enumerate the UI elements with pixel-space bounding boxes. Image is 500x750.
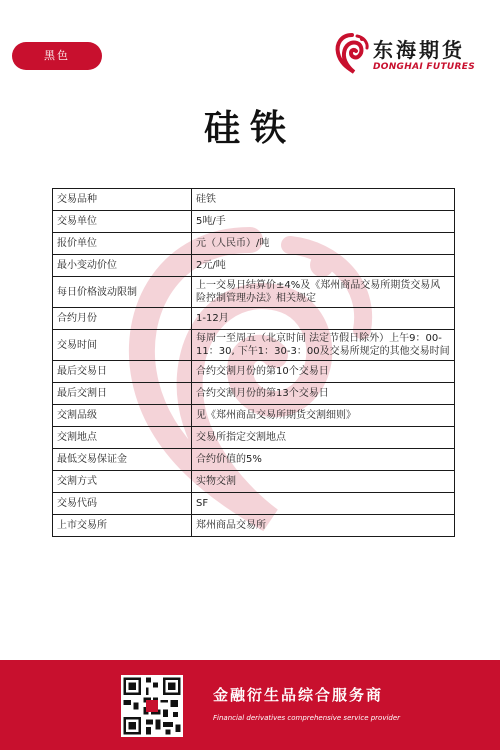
category-tag: 黑色 [12, 42, 102, 70]
spec-value: 合约交割月份的第10个交易日 [192, 361, 455, 383]
spec-row [53, 515, 455, 537]
spec-value: SF [192, 493, 455, 515]
spec-row [53, 189, 455, 211]
contract-spec-table [52, 188, 455, 537]
spec-key: 最后交割日 [53, 383, 192, 405]
spec-key: 交易品种 [53, 189, 192, 211]
spec-key: 交易单位 [53, 211, 192, 233]
spec-key: 合约月份 [53, 308, 192, 330]
spec-value: 5吨/手 [192, 211, 455, 233]
spec-row [53, 361, 455, 383]
spec-row [53, 383, 455, 405]
spec-key: 每日价格波动限制 [53, 277, 192, 308]
spec-key: 交易时间 [53, 330, 192, 361]
spec-row [53, 211, 455, 233]
spec-value: 交易所指定交割地点 [192, 427, 455, 449]
dragon-logo-icon [333, 32, 371, 78]
donghai-logo [333, 30, 493, 84]
spec-value: 元（人民币）/吨 [192, 233, 455, 255]
spec-value: 合约交割月份的第13个交易日 [192, 383, 455, 405]
footer-slogan: 金融衍生品综合服务商 [213, 686, 384, 704]
spec-key: 报价单位 [53, 233, 192, 255]
spec-key: 最小变动价位 [53, 255, 192, 277]
spec-row [53, 471, 455, 493]
spec-value: 合约价值的5% [192, 449, 455, 471]
qr-code-icon[interactable] [121, 675, 183, 737]
spec-key: 交割地点 [53, 427, 192, 449]
spec-value: 每周一至周五（北京时间 法定节假日除外）上午9：00-11：30, 下午1：30-3：00及交易所规定的其他交易时间 [192, 330, 455, 361]
spec-row [53, 255, 455, 277]
spec-row [53, 330, 455, 361]
spec-row [53, 308, 455, 330]
footer-banner [0, 660, 500, 750]
spec-value: 上一交易日结算价±4%及《郑州商品交易所期货交易风险控制管理办法》相关规定 [192, 277, 455, 308]
spec-row [53, 233, 455, 255]
spec-key: 最低交易保证金 [53, 449, 192, 471]
spec-key: 交易代码 [53, 493, 192, 515]
spec-value: 1-12月 [192, 308, 455, 330]
spec-row [53, 427, 455, 449]
page-title: 硅铁 [203, 108, 296, 149]
spec-value: 郑州商品交易所 [192, 515, 455, 537]
spec-key: 最后交易日 [53, 361, 192, 383]
spec-value: 实物交割 [192, 471, 455, 493]
spec-value: 见《郑州商品交易所期货交割细则》 [192, 405, 455, 427]
logo-cn-text: 东海期货 [373, 38, 465, 62]
spec-key: 交割方式 [53, 471, 192, 493]
footer-slogan-en: Financial derivatives comprehensive service provider [213, 714, 401, 722]
spec-key: 上市交易所 [53, 515, 192, 537]
logo-en-text: DONGHAI FUTURES [373, 62, 475, 72]
spec-key: 交割品级 [53, 405, 192, 427]
spec-row [53, 493, 455, 515]
spec-row [53, 277, 455, 308]
spec-value: 2元/吨 [192, 255, 455, 277]
spec-value: 硅铁 [192, 189, 455, 211]
spec-row [53, 449, 455, 471]
spec-row [53, 405, 455, 427]
